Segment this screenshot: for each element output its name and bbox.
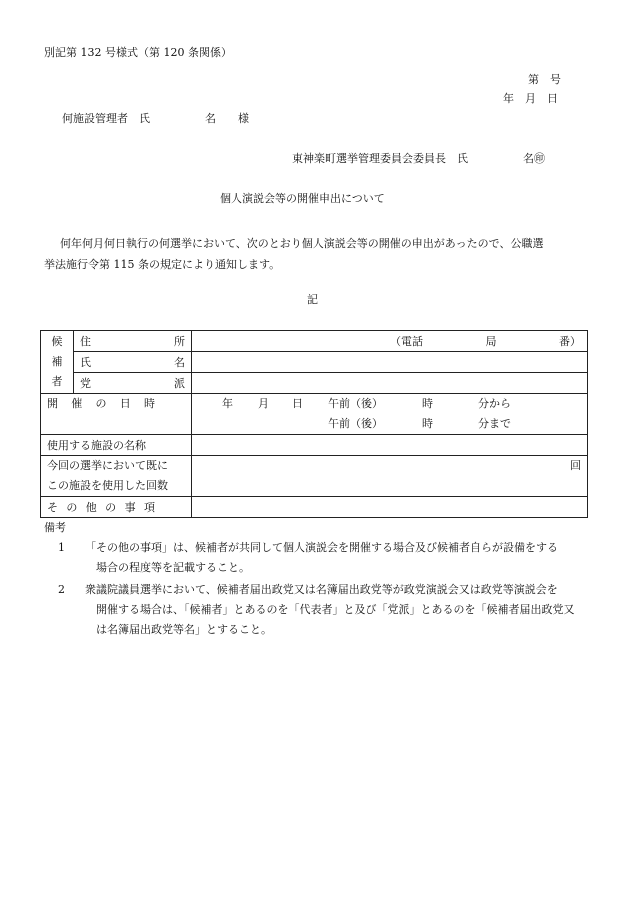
note-item: 1 「その他の事項」は、候補者が共同して個人演説会を開催する場合及び候補者自らが設備をする 場合の程度等を記載すること。 [58,541,558,574]
datetime-value[interactable]: 年 月 日 午前（後） 時 分から 午前（後） 時 分まで [192,394,588,435]
party-value[interactable] [192,373,588,394]
form-reference: 別記第 132 号様式（第 120 条関係） [44,46,232,59]
document-title: 個人演説会等の開催申出について [220,192,385,205]
datetime-label: 開 催 の 日 時 [41,394,192,435]
addressee: 何施設管理者 氏 名 様 [62,112,249,125]
table-row [41,456,588,497]
ki-heading: 記 [307,293,318,306]
other-items-label: そ の 他 の 事 項 [41,497,192,518]
name-label: 氏 名 [74,352,192,373]
facility-name-label: 使用する施設の名称 [41,435,192,456]
name-value[interactable] [192,352,588,373]
table-row [41,497,588,518]
address-label: 住 所 [74,331,192,352]
table-row [41,394,588,435]
body-line-2: 挙法施行令第 115 条の規定により通知します。 [44,258,281,271]
sender: 東神楽町選挙管理委員会委員長 氏 名㊞ [292,152,545,165]
table-row [41,435,588,456]
address-value[interactable]: （電話 局 番） [192,331,588,352]
notification-table [40,330,588,518]
note-item: 2 衆議院議員選挙において、候補者届出政党又は名簿届出政党等が政党演説会又は政党等演説会を 開催する場合は、「候補者」とあるのを「代表者」と及び「党派」とあるのを「候補者届出政党又 は名簿届出政党等名」とすること。 [58,583,575,636]
notes-title: 備考 [44,521,66,534]
table-row [41,373,588,394]
body-line-1: 何年何月何日執行の何選挙において、次のとおり個人演説会等の開催の申出があったので、公職選 [60,237,544,250]
date-line: 年 月 日 [503,92,558,105]
table-row [41,331,588,352]
notes-section [44,520,589,640]
used-count-label: 今回の選挙において既に この施設を使用した回数 [41,456,192,497]
candidate-label: 候 補 者 [41,331,74,394]
party-label: 党 派 [74,373,192,394]
used-count-value[interactable]: 回 [192,456,588,497]
document-number-line: 第 号 [528,73,561,86]
table-row [41,352,588,373]
other-items-value[interactable] [192,497,588,518]
facility-name-value[interactable] [192,435,588,456]
